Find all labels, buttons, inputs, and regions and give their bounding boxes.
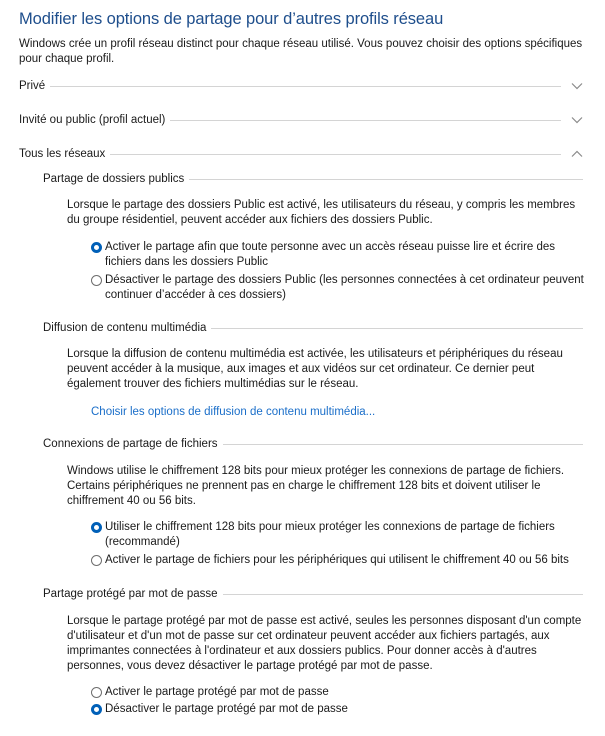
public-folders-section-header bbox=[43, 171, 583, 187]
radio-selected-icon[interactable] bbox=[91, 242, 102, 253]
radio-label: Désactiver le partage des dossiers Public (les personnes connectées à cet ordinateur peuvent continuer d’accéder à ces dossiers) bbox=[105, 274, 584, 301]
profile-guest-public-label: Invité ou public (profil actuel) bbox=[19, 113, 166, 126]
password-sharing-section-header bbox=[43, 586, 583, 602]
profile-private-label: Privé bbox=[19, 79, 46, 92]
chevron-down-icon[interactable] bbox=[561, 78, 583, 94]
radio-label: Activer le partage de fichiers pour les périphériques qui utilisent le chiffrement 40 ou 56 bits bbox=[105, 554, 569, 566]
radio-128-bit-encryption[interactable] bbox=[91, 520, 591, 550]
radio-enable-public-sharing[interactable] bbox=[91, 240, 591, 270]
divider bbox=[189, 179, 583, 180]
divider bbox=[50, 86, 561, 87]
radio-unselected-icon[interactable] bbox=[91, 275, 102, 286]
public-folders-description: Lorsque le partage des dossiers Public est activé, les utilisateurs du réseau, y compris les membres du groupe résidentiel, peuvent accéder aux fichiers des dossiers Public. bbox=[67, 199, 576, 226]
password-sharing-description: Lorsque le partage protégé par mot de passe est activé, seules les personnes disposant d'un compte d'utilisateur et d'un mot de passe sur cet ordinateur peuvent accéder aux fichiers partagés, aux imprimantes connectées à l'ordinateur et aux dossiers publics. Pour donner accès à d'autres personnes, vous devez désactiver le partage protégé par mot de passe. bbox=[67, 615, 582, 672]
media-streaming-options-link[interactable]: Choisir les options de diffusion de contenu multimédia... bbox=[91, 406, 376, 418]
radio-label: Activer le partage afin que toute personne avec un accès réseau puisse lire et écrire des fichiers dans les dossiers Public bbox=[105, 241, 556, 268]
radio-unselected-icon[interactable] bbox=[91, 555, 102, 566]
divider bbox=[223, 594, 583, 595]
divider bbox=[223, 444, 583, 445]
section-heading: Partage de dossiers publics bbox=[43, 172, 185, 185]
section-heading: Diffusion de contenu multimédia bbox=[43, 321, 207, 334]
divider bbox=[170, 120, 561, 121]
file-sharing-description: Windows utilise le chiffrement 128 bits pour mieux protéger les connexions de partage de fichiers. Certains périphériques ne prennent pas en charge le chiffrement 128 bits et doivent utiliser le chiffrement 40 ou 56 bits. bbox=[67, 465, 565, 507]
radio-enable-password-sharing[interactable] bbox=[91, 685, 591, 700]
profile-all-networks-header[interactable] bbox=[19, 146, 583, 162]
profile-all-networks-label: Tous les réseaux bbox=[19, 147, 106, 160]
section-heading: Partage protégé par mot de passe bbox=[43, 587, 218, 600]
chevron-down-icon[interactable] bbox=[561, 112, 583, 128]
radio-unselected-icon[interactable] bbox=[91, 687, 102, 698]
chevron-up-icon[interactable] bbox=[561, 146, 583, 162]
radio-label: Activer le partage protégé par mot de passe bbox=[105, 686, 329, 698]
file-sharing-section-header bbox=[43, 436, 583, 452]
radio-selected-icon[interactable] bbox=[91, 704, 102, 715]
divider bbox=[211, 328, 583, 329]
radio-label: Utiliser le chiffrement 128 bits pour mieux protéger les connexions de partage de fichiers (recommandé) bbox=[105, 521, 555, 548]
profile-private-header[interactable] bbox=[19, 78, 583, 94]
radio-disable-password-sharing[interactable] bbox=[91, 702, 591, 717]
radio-disable-public-sharing[interactable] bbox=[91, 273, 591, 303]
media-streaming-section-header bbox=[43, 320, 583, 336]
page-intro: Windows crée un profil réseau distinct pour chaque réseau utilisé. Vous pouvez choisir des options spécifiques pour chaque profil. bbox=[19, 38, 583, 65]
divider bbox=[110, 154, 561, 155]
page-title: Modifier les options de partage pour d’autres profils réseau bbox=[19, 10, 444, 28]
profile-guest-public-header[interactable] bbox=[19, 112, 583, 128]
radio-label: Désactiver le partage protégé par mot de passe bbox=[105, 703, 348, 715]
section-heading: Connexions de partage de fichiers bbox=[43, 437, 218, 450]
media-streaming-description: Lorsque la diffusion de contenu multimédia est activée, les utilisateurs et périphériques du réseau peuvent accéder à la musique, aux images et aux vidéos sur cet ordinateur. Ce dernier peut également trouver des fichiers multimédias sur le réseau. bbox=[67, 348, 563, 390]
radio-40-56-bit-encryption[interactable] bbox=[91, 553, 591, 568]
radio-selected-icon[interactable] bbox=[91, 522, 102, 533]
